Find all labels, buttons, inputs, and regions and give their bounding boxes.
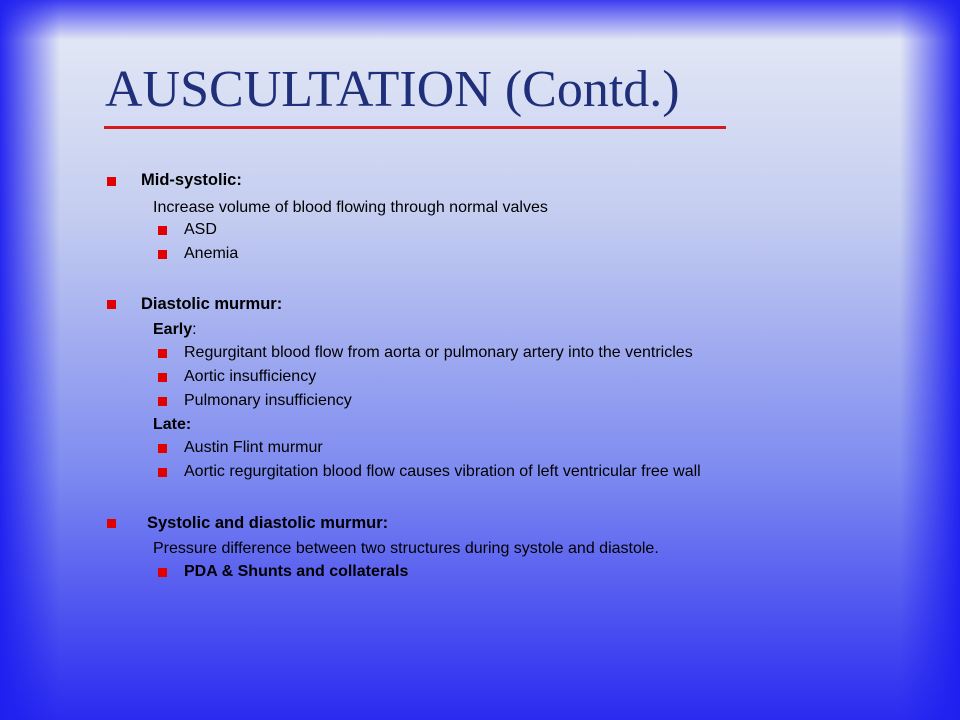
section-heading-mid-systolic: Mid-systolic:	[141, 171, 242, 189]
list-item: Regurgitant blood flow from aorta or pulmonary artery into the ventricles	[184, 344, 693, 361]
left-edge-gradient	[0, 0, 60, 720]
list-item: Pulmonary insufficiency	[184, 392, 352, 409]
top-edge-gradient	[0, 0, 960, 40]
list-item: ASD	[184, 221, 217, 238]
list-item: Aortic regurgitation blood flow causes vibration of left ventricular free wall	[184, 463, 701, 480]
early-label: Early	[153, 321, 193, 338]
bullet-square-icon	[158, 444, 167, 453]
bullet-square-icon	[158, 468, 167, 477]
title-underline	[104, 126, 726, 129]
bullet-square-icon	[158, 349, 167, 358]
early-colon: :	[192, 321, 197, 338]
bullet-square-icon	[107, 519, 116, 528]
list-item: Aortic insufficiency	[184, 368, 317, 385]
bullet-square-icon	[158, 226, 167, 235]
bullet-square-icon	[158, 373, 167, 382]
list-item: Anemia	[184, 245, 239, 262]
bullet-square-icon	[158, 250, 167, 259]
mid-systolic-description: Increase volume of blood flowing through normal valves	[153, 199, 548, 216]
systolic-diastolic-description: Pressure difference between two structures during systole and diastole.	[153, 540, 659, 557]
list-item: PDA & Shunts and collaterals	[184, 563, 409, 580]
bullet-square-icon	[158, 397, 167, 406]
list-item: Austin Flint murmur	[184, 439, 323, 456]
late-label: Late:	[153, 416, 192, 433]
section-heading-systolic-diastolic: Systolic and diastolic murmur:	[147, 514, 389, 532]
right-edge-gradient	[900, 0, 960, 720]
slide-title: AUSCULTATION (Contd.)	[105, 61, 680, 118]
section-heading-diastolic: Diastolic murmur:	[141, 295, 283, 313]
bullet-square-icon	[107, 177, 116, 186]
bullet-square-icon	[107, 300, 116, 309]
bullet-square-icon	[158, 568, 167, 577]
early-label-line	[153, 320, 197, 340]
